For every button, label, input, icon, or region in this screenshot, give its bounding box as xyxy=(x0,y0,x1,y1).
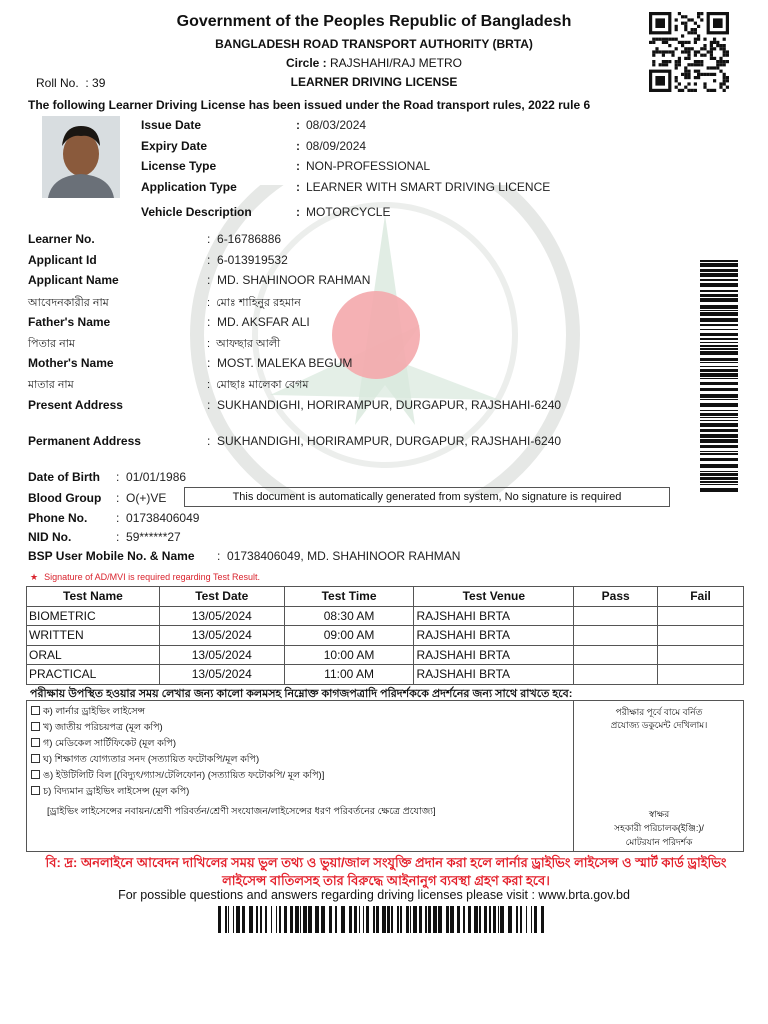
license-field-value: : MOTORCYCLE xyxy=(296,205,391,219)
applicant-name-label: Applicant Name xyxy=(28,273,119,287)
checklist-note: [ড্রাইভিং লাইসেন্সের নবায়ন/শ্রেণী পরিবর্তন/শ্রেণী সংযোজন/লাইসেন্সের ধরণ পরিবর্তনের ক্ষেত্রে প্রযোজ্য] xyxy=(47,806,436,817)
signature-note-text: Signature of AD/MVI is required regarding Test Result. xyxy=(44,572,261,582)
side-barcode xyxy=(700,260,738,492)
column-header: Test Time xyxy=(284,587,414,607)
checklist-item: খ) জাতীয় পরিচয়পত্র (মূল কপি) xyxy=(31,721,163,736)
father-name-label: Father's Name xyxy=(28,315,111,329)
circle-label: Circle : xyxy=(285,56,327,70)
signatory-title-2: মোটরযান পরিদর্শক xyxy=(625,837,693,847)
pass-cell xyxy=(574,645,658,665)
circle-line xyxy=(0,56,748,70)
verified-line-1: পরীক্ষার পূর্বে বামে বর্নিত xyxy=(615,707,703,717)
roll-label: Roll No. xyxy=(36,76,79,90)
permanent-address-value: : SUKHANDIGHI, HORIRAMPUR, DURGAPUR, RAJSHAHI-6240 xyxy=(207,434,562,448)
fail-cell xyxy=(658,626,744,646)
learner-no-value: : 6-16786886 xyxy=(207,232,282,246)
column-header: Fail xyxy=(658,587,744,607)
column-divider xyxy=(573,701,574,851)
applicant-id-label: Applicant Id xyxy=(28,253,97,267)
test-venue-cell: RAJSHAHI BRTA xyxy=(414,665,574,685)
test-name-cell: BIOMETRIC xyxy=(27,606,160,626)
blood-group-label: Blood Group xyxy=(28,491,102,505)
applicant-name-bn-label: আবেদনকারীর নাম xyxy=(28,297,109,309)
column-header: Test Date xyxy=(159,587,284,607)
applicant-name-value: : MD. SHAHINOOR RAHMAN xyxy=(207,273,371,287)
test-schedule-table xyxy=(26,586,744,685)
checklist-item: ঙ) ইউটিলিটি বিল [(বিদ্যুৎ/গ্যাস/টেলিফোন) (সত্যায়িত ফটোকপি/ মূল কপি)] xyxy=(31,769,324,784)
circle-value: RAJSHAHI/RAJ METRO xyxy=(330,56,463,70)
license-field-label: Issue Date xyxy=(141,118,202,132)
mother-name-value: : MOST. MALEKA BEGUM xyxy=(207,356,353,370)
roll-value: 39 xyxy=(92,76,106,90)
fail-cell xyxy=(658,606,744,626)
phone-value: : 01738406049 xyxy=(116,511,200,525)
checkbox-icon[interactable] xyxy=(31,786,40,795)
checklist-item: চ) বিদ্যমান ড্রাইভিং লাইসেন্স (মূল কপি) xyxy=(31,785,189,800)
permanent-address-label: Permanent Address xyxy=(28,434,141,448)
qr-code xyxy=(643,11,735,93)
signatory-title-1: সহকারী পরিচালক(ইঞ্জি:)/ xyxy=(614,823,704,833)
test-date-cell: 13/05/2024 xyxy=(159,645,284,665)
column-header: Pass xyxy=(574,587,658,607)
authority-title: BANGLADESH ROAD TRANSPORT AUTHORITY (BRTA) xyxy=(215,37,533,51)
license-field-label: Expiry Date xyxy=(141,139,208,153)
license-field-value: : 08/09/2024 xyxy=(296,139,367,153)
table-row xyxy=(27,645,744,665)
license-field-label: License Type xyxy=(141,159,217,173)
license-field-label: Vehicle Description xyxy=(141,205,252,219)
table-row xyxy=(27,665,744,685)
test-date-cell: 13/05/2024 xyxy=(159,606,284,626)
mother-name-bn-label: মাতার নাম xyxy=(28,379,74,391)
table-header-row xyxy=(27,587,744,607)
bsp-label: BSP User Mobile No. & Name xyxy=(28,549,195,563)
test-venue-cell: RAJSHAHI BRTA xyxy=(414,606,574,626)
test-name-cell: ORAL xyxy=(27,645,160,665)
checklist-item: ঘ) শিক্ষাগত যোগ্যতার সনদ (সত্যায়িত ফটোকপি/মূল কপি) xyxy=(31,753,259,768)
bottom-barcode xyxy=(218,906,544,933)
checkbox-icon[interactable] xyxy=(31,706,40,715)
roll-number: Roll No. : 39 xyxy=(36,76,106,90)
document-title: LEARNER DRIVING LICENSE xyxy=(290,75,458,89)
license-field-value: : LEARNER WITH SMART DRIVING LICENCE xyxy=(296,180,551,194)
fail-cell xyxy=(658,665,744,685)
column-header: Test Name xyxy=(27,587,160,607)
test-time-cell: 09:00 AM xyxy=(284,626,414,646)
test-date-cell: 13/05/2024 xyxy=(159,665,284,685)
pass-cell xyxy=(574,665,658,685)
test-venue-cell: RAJSHAHI BRTA xyxy=(414,626,574,646)
test-name-cell: PRACTICAL xyxy=(27,665,160,685)
father-name-bn-label: পিতার নাম xyxy=(28,338,76,350)
issued-statement: The following Learner Driving License has been issued under the Road transport rules, 2022 rule 6 xyxy=(28,98,591,112)
warning-text: বি: দ্র: অনলাইনে আবেদন দাখিলের সময় ভুল তথ্য ও ভুয়া/জাল সংযুক্তি প্রদান করা হলে লার্নার ড্রাইভিং লাইসেন্স ও স্মার্ট কার্ড ড্রাইভিং লাইসেন্স বাতিলসহ তার বিরুদ্ধে আইনানুগ ব্যবস্থা গ্রহণ করা হবে। xyxy=(45,855,727,888)
test-date-cell: 13/05/2024 xyxy=(159,626,284,646)
dob-label: Date of Birth xyxy=(28,470,100,484)
checkbox-icon[interactable] xyxy=(31,770,40,779)
blood-group-value: : O(+)VE xyxy=(116,491,167,505)
applicant-photo xyxy=(42,116,120,198)
applicant-name-bn-value: : মোঃ শাহিনুর রহমান xyxy=(207,297,301,309)
applicant-id-value: : 6-013919532 xyxy=(207,253,288,267)
fail-cell xyxy=(658,645,744,665)
verified-line-2: প্রযোজ্য ডকুমেন্ট দেখিলাম। xyxy=(610,720,708,730)
column-header: Test Venue xyxy=(414,587,574,607)
present-address-value: : SUKHANDIGHI, HORIRAMPUR, DURGAPUR, RAJSHAHI-6240 xyxy=(207,398,562,412)
star-icon: ★ xyxy=(30,572,39,582)
license-field-label: Application Type xyxy=(141,180,237,194)
license-field-value: : NON-PROFESSIONAL xyxy=(296,159,431,173)
test-venue-cell: RAJSHAHI BRTA xyxy=(414,645,574,665)
table-row xyxy=(27,626,744,646)
mother-name-bn-value: : মোছাঃ মালেকা বেগম xyxy=(207,379,309,391)
checkbox-icon[interactable] xyxy=(31,738,40,747)
nid-label: NID No. xyxy=(28,530,72,544)
checkbox-icon[interactable] xyxy=(31,722,40,731)
table-row xyxy=(27,606,744,626)
test-time-cell: 11:00 AM xyxy=(284,665,414,685)
license-field-value: : 08/03/2024 xyxy=(296,118,367,132)
test-time-cell: 08:30 AM xyxy=(284,606,414,626)
pass-cell xyxy=(574,606,658,626)
test-time-cell: 10:00 AM xyxy=(284,645,414,665)
signature-note xyxy=(30,572,266,583)
auto-generated-notice: This document is automatically generated from system, No signature is required xyxy=(184,487,670,507)
bsp-value: : 01738406049, MD. SHAHINOOR RAHMAN xyxy=(217,549,461,563)
present-address-label: Present Address xyxy=(28,398,123,412)
checklist-item: ক) লার্নার ড্রাইভিং লাইসেন্স xyxy=(31,705,145,720)
nid-value: : 59******27 xyxy=(116,530,181,544)
father-name-bn-value: : আফছার আলী xyxy=(207,338,281,350)
learner-no-label: Learner No. xyxy=(28,232,95,246)
footer-help-text: For possible questions and answers regarding driving licenses please visit : www.brta.gov.bd xyxy=(118,888,630,902)
documents-checklist-box xyxy=(26,700,744,852)
pass-cell xyxy=(574,626,658,646)
documents-instruction-heading: পরীক্ষায় উপস্থিত হওয়ার সময় লেখার জন্য কালো কলমসহ নিম্নোক্ত কাগজপত্রাদি পরিদর্শককে প্রদর্শনের জন্য সাথে রাখতে হবে: xyxy=(30,688,573,700)
checklist-item: গ) মেডিকেল সার্টিফিকেট (মূল কপি) xyxy=(31,737,176,752)
mother-name-label: Mother's Name xyxy=(28,356,114,370)
father-name-value: : MD. AKSFAR ALI xyxy=(207,315,310,329)
checkbox-icon[interactable] xyxy=(31,754,40,763)
dob-value: : 01/01/1986 xyxy=(116,470,187,484)
signature-label: স্বাক্ষর xyxy=(648,809,670,819)
government-title: Government of the Peoples Republic of Bangladesh xyxy=(176,13,572,30)
phone-label: Phone No. xyxy=(28,511,88,525)
test-name-cell: WRITTEN xyxy=(27,626,160,646)
